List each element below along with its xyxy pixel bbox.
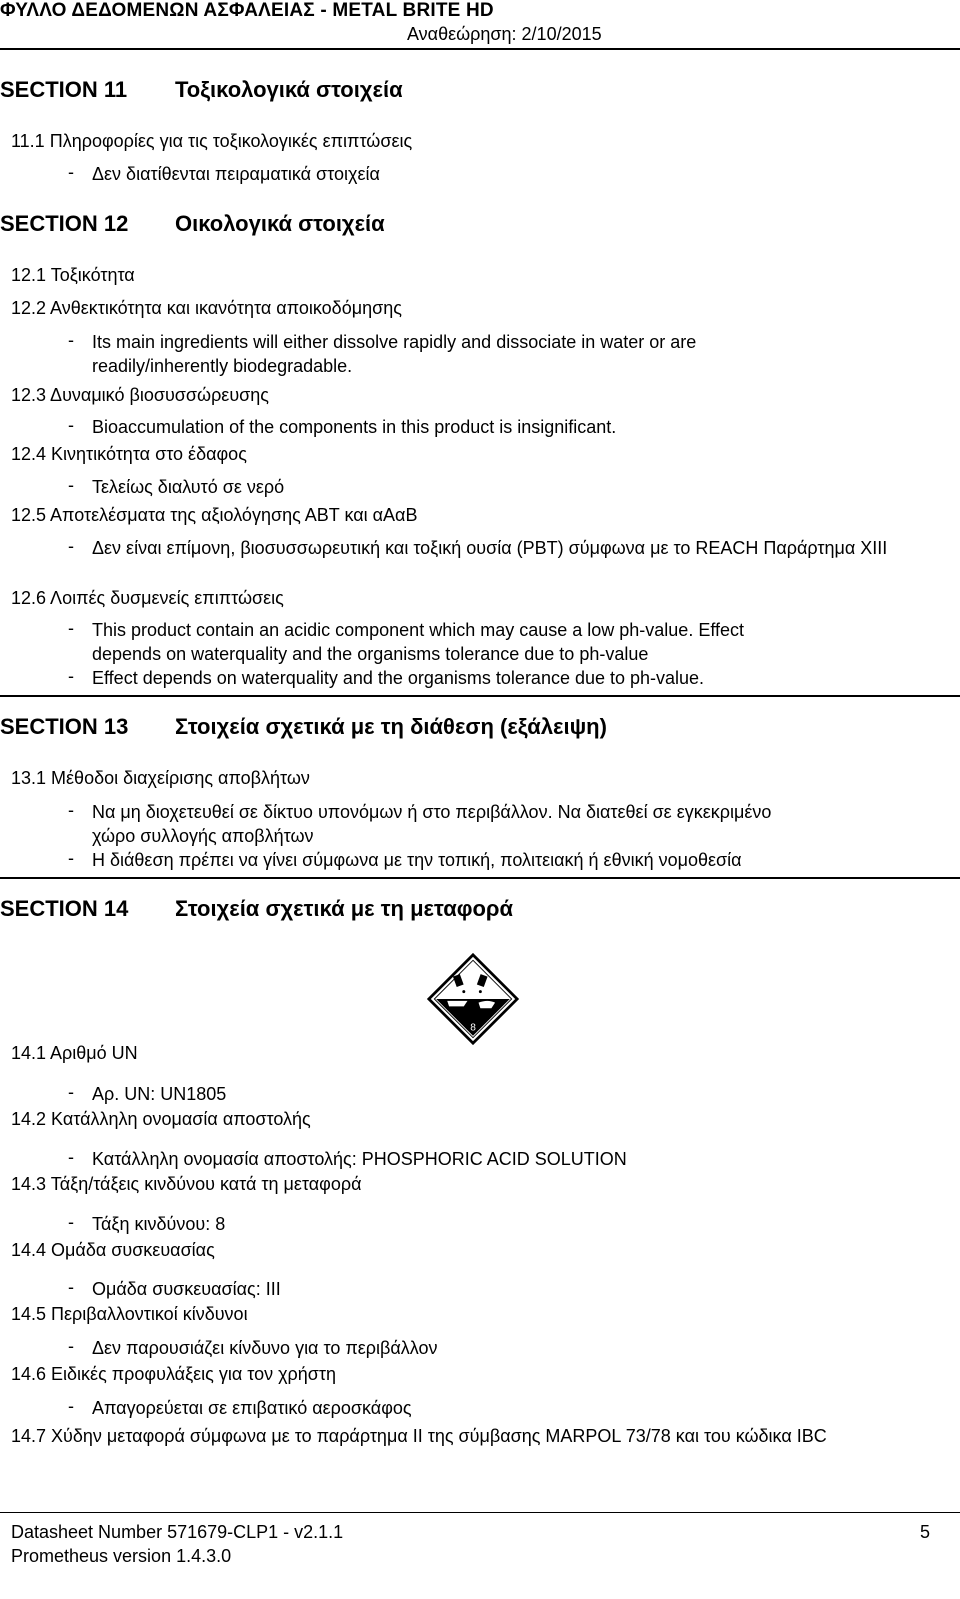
bullet-dash: - xyxy=(68,415,74,435)
section-title: Οικολογικά στοιχεία xyxy=(175,211,385,236)
corrosive-hazard-pictogram-icon xyxy=(427,953,519,1045)
bullet-text: Ομάδα συσκευασίας: III xyxy=(92,1279,281,1299)
subsection-12-2: 12.2 Ανθεκτικότητα και ικανότητα αποικοδόμησης xyxy=(11,298,402,318)
bullet-dash: - xyxy=(68,330,74,350)
section-title: Στοιχεία σχετικά με τη διάθεση (εξάλειψη) xyxy=(175,714,607,739)
bullet-13-1b xyxy=(68,848,918,872)
bullet-text: Τελείως διαλυτό σε νερό xyxy=(92,477,285,497)
page-number: 5 xyxy=(920,1522,931,1542)
revision-date: Αναθεώρηση: 2/10/2015 xyxy=(407,24,602,44)
section-13-heading xyxy=(0,714,607,740)
bullet-14-4 xyxy=(68,1277,888,1301)
bullet-text: Απαγορεύεται σε επιβατικό αεροσκάφος xyxy=(92,1398,412,1418)
bullet-14-6 xyxy=(68,1396,888,1420)
bullet-12-4 xyxy=(68,475,888,499)
subsection-14-4: 14.4 Ομάδα συσκευασίας xyxy=(11,1240,215,1260)
bullet-text: Τάξη κινδύνου: 8 xyxy=(92,1214,226,1234)
bullet-dash: - xyxy=(68,800,74,820)
bullet-dash: - xyxy=(68,536,74,556)
subsection-12-5: 12.5 Αποτελέσματα της αξιολόγησης ΑΒΤ και αΑαΒ xyxy=(11,505,418,525)
subsection-14-7: 14.7 Χύδην μεταφορά σύμφωνα με το παράρτημα II της σύμβασης MARPOL 73/78 και του κώδικα IBC xyxy=(11,1426,827,1446)
bullet-text: Δεν παρουσιάζει κίνδυνο για το περιβάλλον xyxy=(92,1338,438,1358)
bullet-14-3 xyxy=(68,1212,888,1236)
bullet-dash: - xyxy=(68,618,74,638)
section-number: SECTION 11 xyxy=(0,77,128,102)
bullet-dash: - xyxy=(68,1212,74,1232)
bullet-12-5 xyxy=(68,536,888,560)
bullet-dash: - xyxy=(68,1396,74,1416)
section-divider xyxy=(0,877,960,879)
bullet-14-1 xyxy=(68,1082,888,1106)
subsection-12-1: 12.1 Τοξικότητα xyxy=(11,265,135,285)
subsection-13-1: 13.1 Μέθοδοι διαχείρισης αποβλήτων xyxy=(11,768,310,788)
document-title: ΦΥΛΛΟ ΔΕΔΟΜΕΝΩΝ ΑΣΦΑΛΕΙΑΣ - METAL BRITE HD xyxy=(0,0,494,21)
prometheus-version: Prometheus version 1.4.3.0 xyxy=(11,1546,232,1566)
section-number: SECTION 14 xyxy=(0,896,129,921)
subsection-14-3: 14.3 Τάξη/τάξεις κινδύνου κατά τη μεταφορά xyxy=(11,1174,362,1194)
subsection-14-6: 14.6 Ειδικές προφυλάξεις για τον χρήστη xyxy=(11,1364,337,1384)
bullet-dash: - xyxy=(68,848,74,868)
subsection-11-1: 11.1 Πληροφορίες για τις τοξικολογικές επιπτώσεις xyxy=(11,131,413,151)
bullet-text: Κατάλληλη ονομασία αποστολής: PHOSPHORIC ACID SOLUTION xyxy=(92,1149,627,1169)
section-title: Στοιχεία σχετικά με τη μεταφορά xyxy=(175,896,514,921)
bullet-dash: - xyxy=(68,162,74,182)
bullet-text: Bioaccumulation of the components in this product is insignificant. xyxy=(92,417,617,437)
bullet-11-1 xyxy=(68,162,888,186)
bullet-dash: - xyxy=(68,1082,74,1102)
bullet-dash: - xyxy=(68,475,74,495)
bullet-dash: - xyxy=(68,1336,74,1356)
bullet-text: Δεν είναι επίμονη, βιοσυσσωρευτική και τοξική ουσία (PBT) σύμφωνα με το REACH Παράρτημα XIII xyxy=(92,538,888,558)
bullet-14-2 xyxy=(68,1147,888,1171)
bullet-14-5 xyxy=(68,1336,888,1360)
section-divider xyxy=(0,695,960,697)
header-divider xyxy=(0,48,960,50)
subsection-14-5: 14.5 Περιβαλλοντικοί κίνδυνοι xyxy=(11,1304,248,1324)
bullet-12-3 xyxy=(68,415,888,439)
bullet-13-1a xyxy=(68,800,788,848)
bullet-dash: - xyxy=(68,1277,74,1297)
bullet-12-6a xyxy=(68,618,798,666)
section-title: Τοξικολογικά στοιχεία xyxy=(175,77,403,102)
subsection-12-3: 12.3 Δυναμικό βιοσυσσώρευσης xyxy=(11,385,269,405)
bullet-text: Δεν διατίθενται πειραματικά στοιχεία xyxy=(92,164,380,184)
subsection-12-4: 12.4 Κινητικότητα στο έδαφος xyxy=(11,444,247,464)
bullet-dash: - xyxy=(68,666,74,686)
footer-divider xyxy=(0,1512,960,1513)
bullet-12-6b xyxy=(68,666,888,690)
subsection-12-6: 12.6 Λοιπές δυσμενείς επιπτώσεις xyxy=(11,588,284,608)
bullet-12-2 xyxy=(68,330,798,378)
bullet-text: Its main ingredients will either dissolve rapidly and dissociate in water or are readily/inherently biodegradable. xyxy=(92,332,697,376)
bullet-text: This product contain an acidic component which may cause a low ph-value. Effect depends on waterquality and the organisms tolerance due to ph-value xyxy=(92,620,745,664)
bullet-text: Να μη διοχετευθεί σε δίκτυο υπονόμων ή στο περιβάλλον. Να διατεθεί σε εγκεκριμένο χώρο συλλογής αποβλήτων xyxy=(92,802,772,846)
bullet-text: Αρ. UN: UN1805 xyxy=(92,1084,227,1104)
section-12-heading xyxy=(0,211,385,237)
datasheet-number: Datasheet Number 571679-CLP1 - v2.1.1 xyxy=(11,1522,344,1542)
section-11-heading xyxy=(0,77,403,103)
bullet-text: Effect depends on waterquality and the organisms tolerance due to ph-value. xyxy=(92,668,705,688)
section-number: SECTION 12 xyxy=(0,211,129,236)
bullet-text: Η διάθεση πρέπει να γίνει σύμφωνα με την τοπική, πολιτειακή ή εθνική νομοθεσία xyxy=(92,850,742,870)
subsection-14-2: 14.2 Κατάλληλη ονομασία αποστολής xyxy=(11,1109,311,1129)
section-14-heading xyxy=(0,896,513,922)
pictogram-number: 8 xyxy=(470,1022,476,1034)
section-number: SECTION 13 xyxy=(0,714,129,739)
subsection-14-1: 14.1 Αριθμό UN xyxy=(11,1043,138,1063)
bullet-dash: - xyxy=(68,1147,74,1167)
